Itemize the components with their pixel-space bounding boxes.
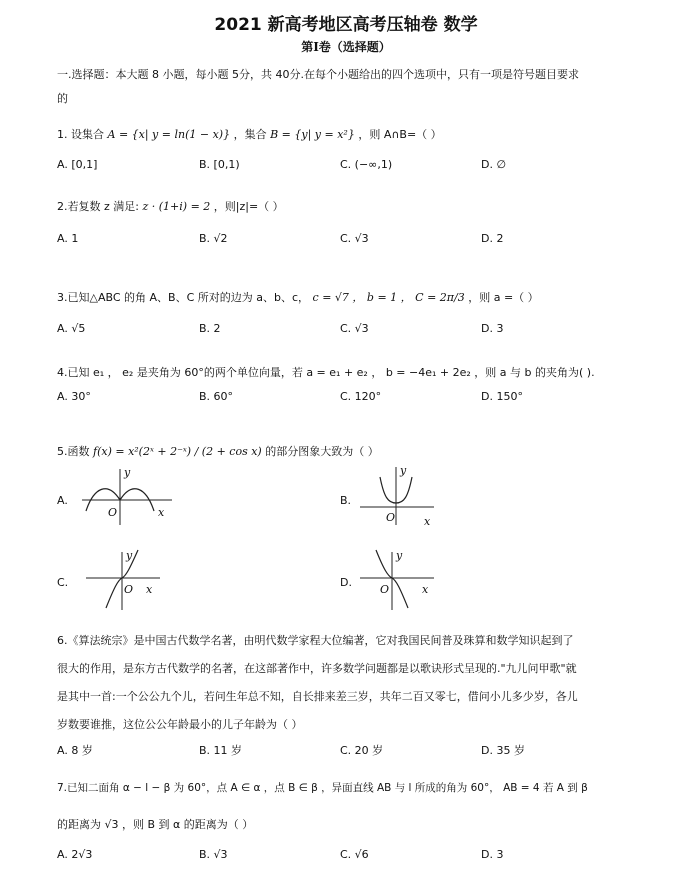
q5-d-origin: O <box>380 583 390 596</box>
q3-option-d: D. 3 <box>481 322 504 335</box>
q5-option-d: D. <box>340 576 352 589</box>
q1-mid: ，集合 <box>233 128 267 141</box>
q5-a-x-label: x <box>158 506 165 519</box>
q2-tail: ，则|z|=（ ） <box>213 200 284 213</box>
q4-option-d: D. 150° <box>481 390 523 403</box>
q5-option-c: C. <box>57 576 69 589</box>
question-7-line-1: 7.已知二面角 α − l − β 为 60°，点 A ∈ α ，点 B ∈ β ，异面直线 AB 与 l 所成的角为 60°， AB = 4 若 A 到 β <box>57 782 588 794</box>
q7-option-c: C. √6 <box>340 848 369 861</box>
q2-option-a: A. 1 <box>57 232 79 245</box>
q5-d-x-label: x <box>422 583 429 596</box>
q1-option-d: D. ∅ <box>481 158 507 171</box>
q5-graph-b <box>358 463 438 529</box>
q5-c-x-label: x <box>146 583 153 596</box>
q6-option-a: A. 8 岁 <box>57 744 93 757</box>
question-1 <box>57 126 442 142</box>
question-6-line-1: 6.《算法统宗》是中国古代数学名著，由明代数学家程大位编著，它对我国民间普及珠算和数学知识起到了 <box>57 634 574 647</box>
q6-option-b: B. 11 岁 <box>199 744 243 757</box>
q5-a-origin: O <box>108 506 118 519</box>
q1-set-b: B = {y| y = x²} <box>270 128 355 141</box>
q5-b-y-label: y <box>400 464 407 477</box>
q1-option-a: A. [0,1] <box>57 158 98 171</box>
q3-c-expr: C = 2π/3 <box>415 291 465 304</box>
q3-option-a: A. √5 <box>57 322 86 335</box>
q2-option-c: C. √3 <box>340 232 369 245</box>
q2-expr: z · (1+i) = 2 <box>142 200 211 213</box>
q4-option-b: B. 60° <box>199 390 234 403</box>
intro-line-2: 的 <box>57 92 68 105</box>
q4-option-a: A. 30° <box>57 390 91 403</box>
q3-tail: ，则 a =（ ） <box>468 291 539 304</box>
q1-option-b: B. [0,1) <box>199 158 240 171</box>
q5-b-origin: O <box>386 511 396 524</box>
q2-option-d: D. 2 <box>481 232 504 245</box>
q5-a-y-label: y <box>124 466 131 479</box>
question-6-line-3: 是其中一首:一个公公九个儿，若问生年总不知，自长排来差三岁，共年二百又零七，借问小儿多少岁，各儿 <box>57 690 578 703</box>
q3-stem: 3.已知△ABC 的角 A、B、C 所对的边为 a、b、c， <box>57 291 310 304</box>
q4-option-c: C. 120° <box>340 390 382 403</box>
q1-option-c: C. (−∞,1) <box>340 158 393 171</box>
q1-stem: 1. 设集合 <box>57 128 104 141</box>
q7-option-d: D. 3 <box>481 848 504 861</box>
q6-option-d: D. 35 岁 <box>481 744 525 757</box>
question-6-line-2: 很大的作用，是东方古代数学的名著，在这部著作中，许多数学问题都是以歌诀形式呈现的."九儿问甲歌"就 <box>57 662 577 675</box>
q3-expr: c = √7 ， b = 1 ， <box>312 291 412 304</box>
question-3 <box>57 289 539 305</box>
q5-b-x-label: x <box>424 515 431 528</box>
q7-option-b: B. √3 <box>199 848 228 861</box>
question-6-line-4: 岁数要谁推，这位公公年龄最小的儿子年龄为（ ） <box>57 718 303 731</box>
q6-option-c: C. 20 岁 <box>340 744 384 757</box>
q5-stem: 5.函数 <box>57 445 90 458</box>
q3-option-b: B. 2 <box>199 322 221 335</box>
q5-graph-c <box>84 548 164 614</box>
q5-tail: 的部分图象大致为（ ） <box>265 445 379 458</box>
q5-option-b: B. <box>340 494 352 507</box>
q1-tail: ，则 A∩B=（ ） <box>358 128 442 141</box>
q1-set-a: A = {x| y = ln(1 − x)} <box>107 128 231 141</box>
q2-option-b: B. √2 <box>199 232 228 245</box>
question-2 <box>57 198 284 214</box>
question-7-line-2: 的距离为 √3 ，则 B 到 α 的距离为（ ） <box>57 818 254 831</box>
question-4: 4.已知 e₁ ， e₂ 是夹角为 60°的两个单位向量，若 a = e₁ + e₂ ， b = −4e₁ + 2e₂ ，则 a 与 b 的夹角为( ). <box>57 366 595 379</box>
q3-option-c: C. √3 <box>340 322 369 335</box>
q5-graph-a <box>80 465 176 527</box>
q5-option-a: A. <box>57 494 68 507</box>
q7-option-a: A. 2√3 <box>57 848 93 861</box>
section-subtitle: 第Ⅰ卷（选择题） <box>301 40 391 54</box>
q5-c-origin: O <box>124 583 134 596</box>
question-5 <box>57 443 379 459</box>
page-title: 2021 新高考地区高考压轴卷 数学 <box>214 15 478 35</box>
q5-d-y-label: y <box>396 549 403 562</box>
q2-stem: 2.若复数 z 满足: <box>57 200 139 213</box>
q5-graph-d <box>358 548 438 614</box>
q5-func: f(x) = x²(2ˣ + 2⁻ˣ) / (2 + cos x) <box>93 445 262 458</box>
q5-c-y-label: y <box>126 549 133 562</box>
intro-line-1: 一.选择题：本大题 8 小题，每小题 5分，共 40分.在每个小题给出的四个选项中，只有一项是符号题目要求 <box>57 68 579 81</box>
